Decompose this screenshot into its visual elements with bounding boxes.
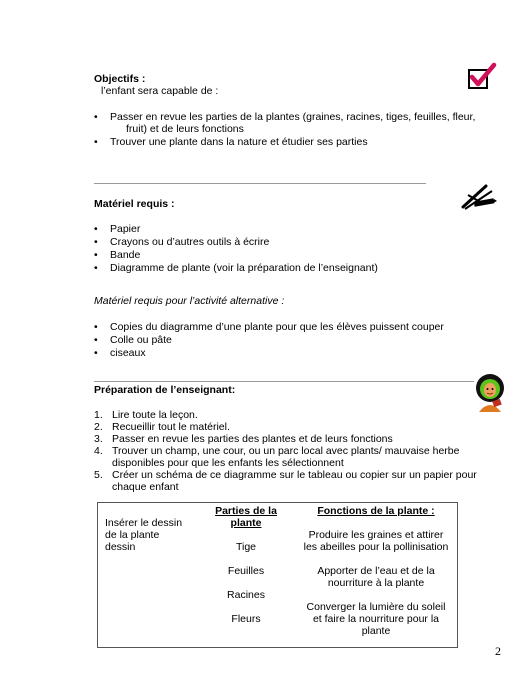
parts-header: Parties de la xyxy=(215,505,277,517)
table-cell: Produire les graines et attirer xyxy=(308,529,444,541)
materiel-heading: Matériel requis : xyxy=(94,198,175,210)
table-cell: Apporter de l’eau et de la xyxy=(317,565,435,577)
checkbox-check-icon xyxy=(463,62,499,92)
alternative-heading: Matériel requis pour l’activité alternative : xyxy=(94,295,285,307)
page-number: 2 xyxy=(495,644,501,658)
list-item-continuation: disponibles pour que les enfants les sélectionnent xyxy=(112,457,344,469)
table-left-line: de la plante xyxy=(105,529,160,541)
table-cell: Feuilles xyxy=(227,565,265,577)
table-left-line: Insérer le dessin xyxy=(105,517,183,529)
functions-header: Fonctions de la plante : xyxy=(317,505,435,517)
parts-header: plante xyxy=(230,517,262,529)
teacher-icon xyxy=(471,372,509,414)
preparation-heading: Préparation de l’enseignant: xyxy=(94,384,236,396)
section-divider xyxy=(94,183,426,184)
table-cell: Converger la lumière du soleil xyxy=(306,601,446,613)
table-cell: Racines xyxy=(227,589,265,601)
section-divider xyxy=(94,381,474,382)
list-item-continuation: fruit) et de leurs fonctions xyxy=(126,123,244,135)
objectifs-heading: Objectifs : xyxy=(94,73,146,85)
pencil-crayon-icon xyxy=(460,183,498,211)
table-cell: Tige xyxy=(235,541,257,553)
table-cell: plante xyxy=(361,625,391,637)
table-left-line: dessin xyxy=(105,541,136,553)
table-cell: nourriture à la plante xyxy=(327,577,425,589)
table-cell: et faire la nourriture pour la xyxy=(312,613,440,625)
table-cell: les abeilles pour la pollinisation xyxy=(303,541,449,553)
list-item-continuation: chaque enfant xyxy=(112,481,179,493)
table-cell: Fleurs xyxy=(231,613,261,625)
objectifs-intro: l’enfant sera capable de : xyxy=(101,85,219,97)
